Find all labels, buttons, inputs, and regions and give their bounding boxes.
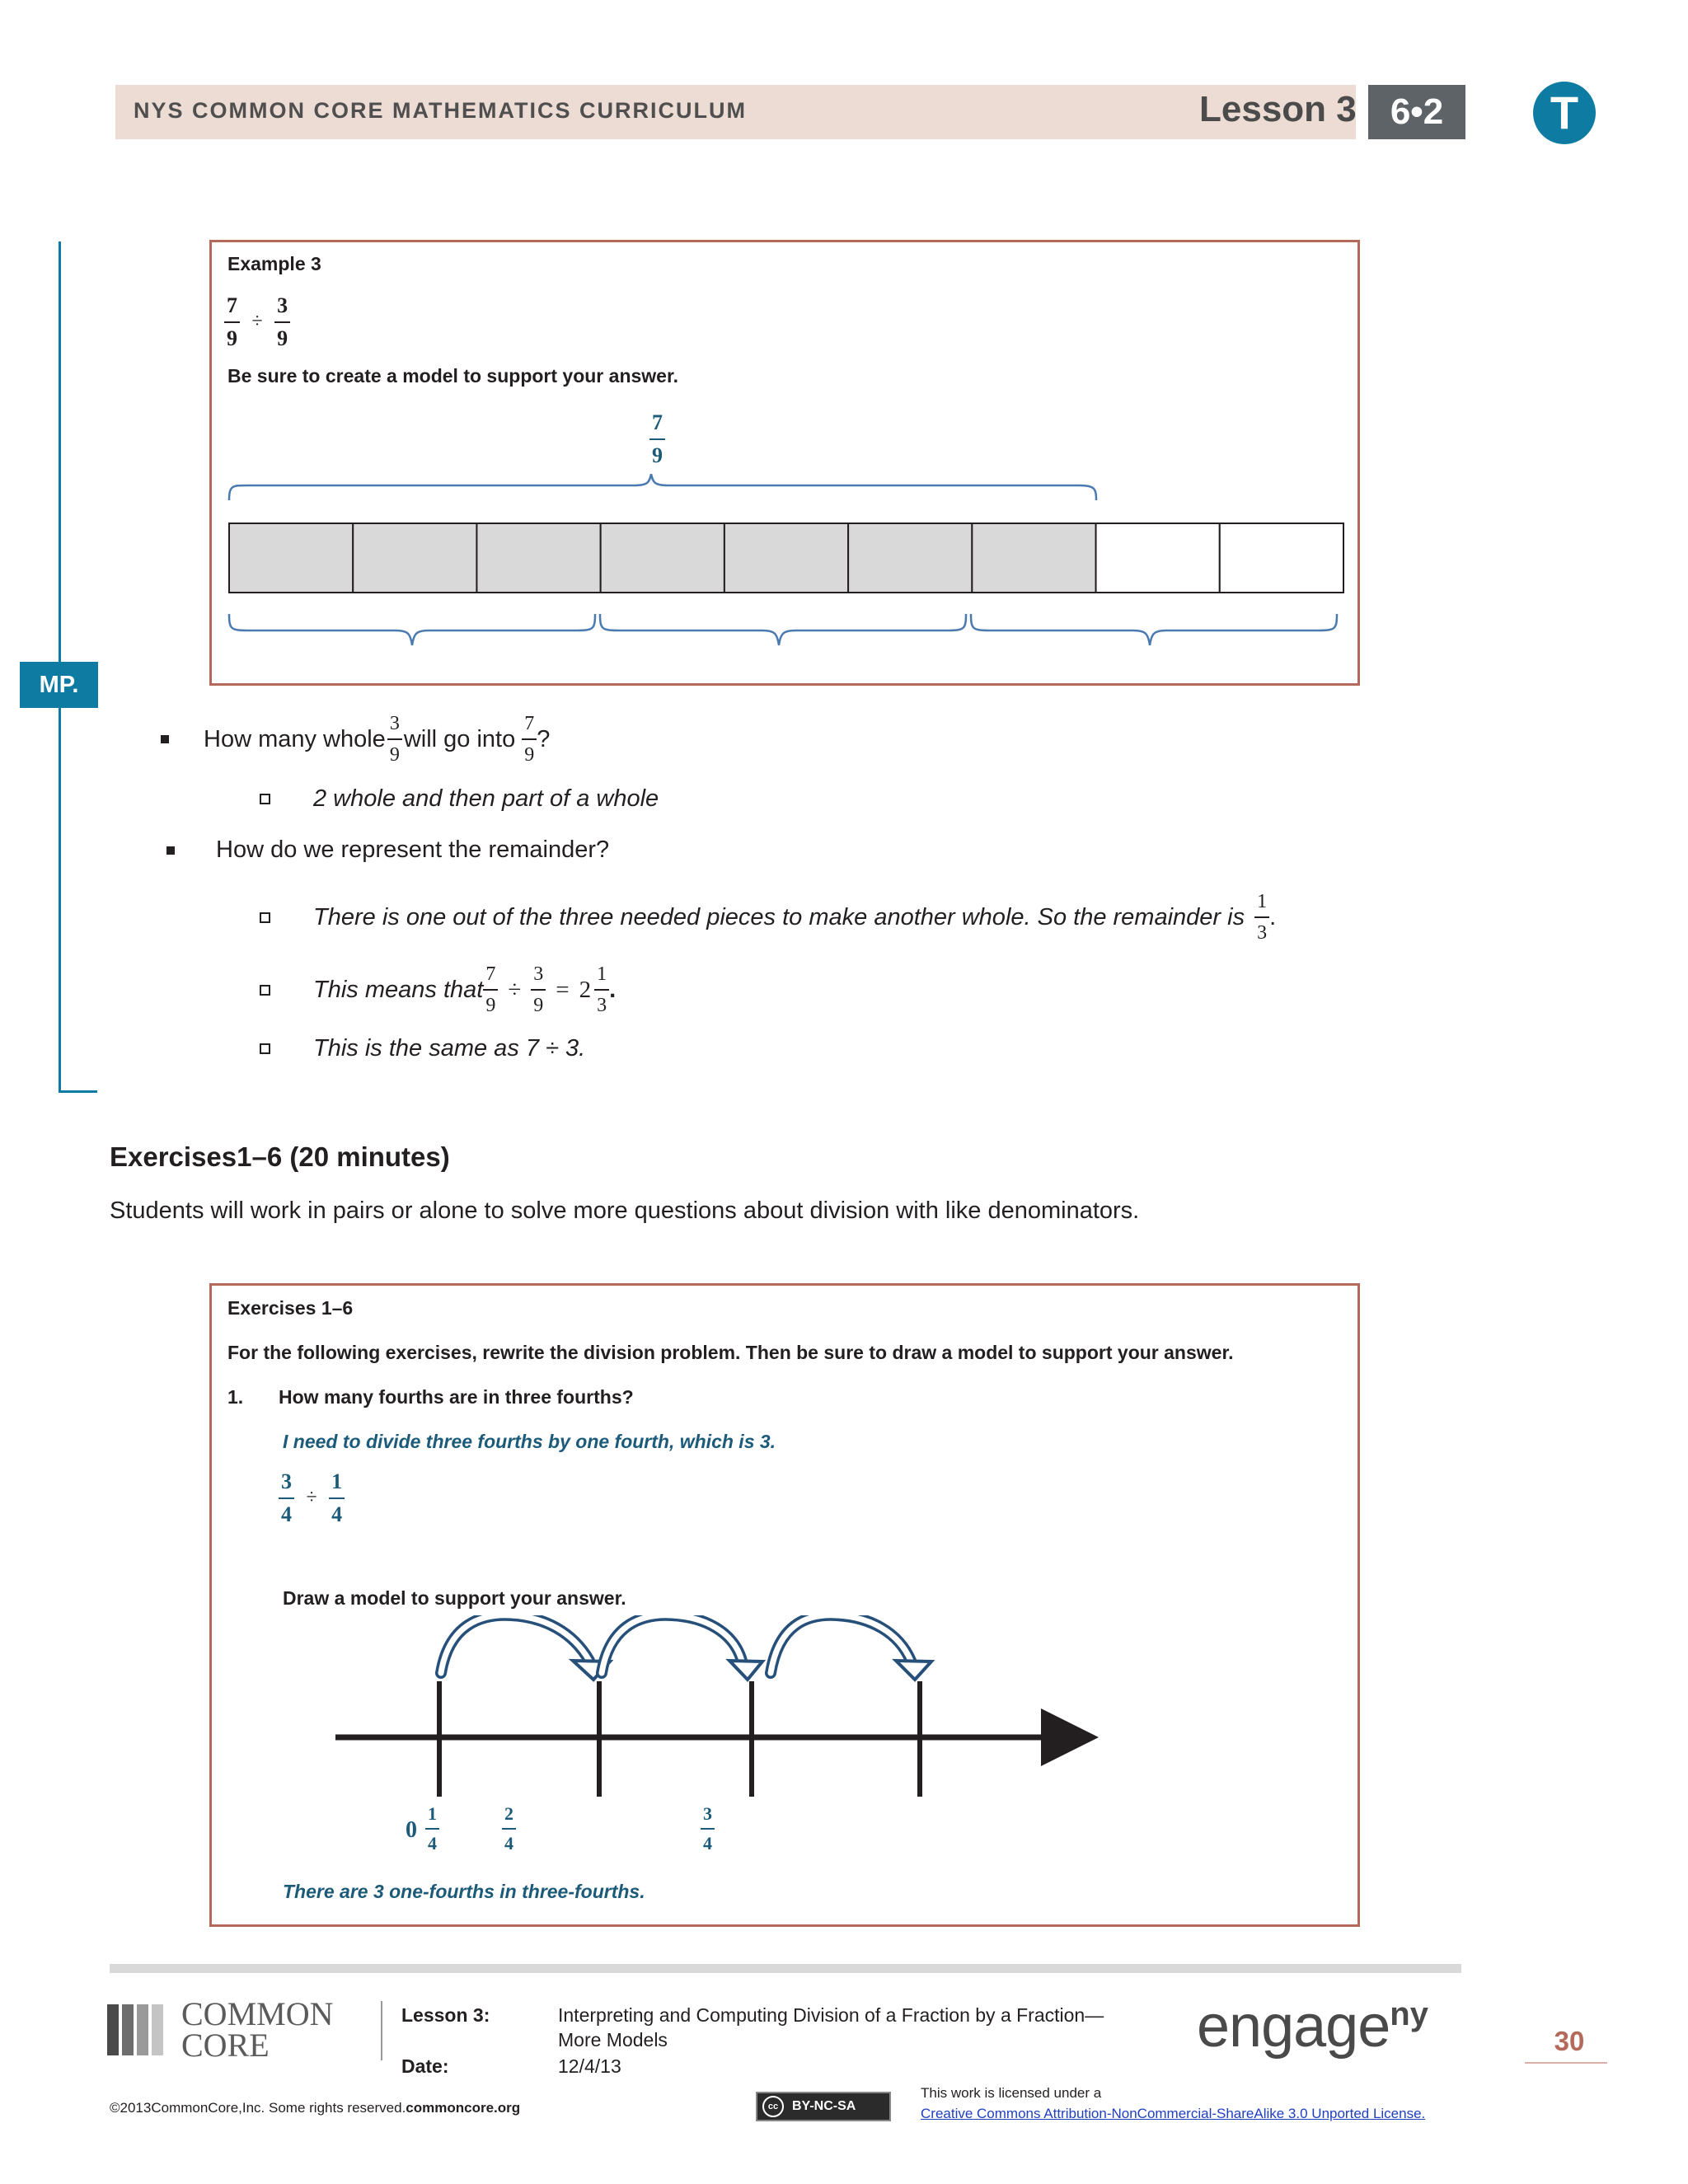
answer-1 [260, 785, 659, 813]
footer-copyright [110, 2100, 520, 2116]
bottom-brace-3 [971, 614, 1337, 645]
grade-module-badge [1368, 85, 1465, 139]
hollow-bullet-icon [260, 912, 270, 923]
bottom-brace-2 [600, 614, 966, 645]
exercise-1-number: 1. [227, 1386, 244, 1408]
fraction: $\frac{7}{9}$ [649, 412, 665, 466]
tape-cell-shaded [972, 523, 1095, 593]
q1-text-post: ? [537, 725, 551, 752]
common-core-logo-icon [107, 2004, 173, 2055]
bottom-brace-1 [229, 614, 595, 645]
square-bullet-icon [161, 735, 169, 743]
fraction: $\frac{1}{3}$ [1254, 892, 1269, 943]
cc-icon: cc [762, 2096, 784, 2117]
footer-rule [110, 1964, 1461, 1973]
exercises-intro: Students will work in pairs or alone to solve more questions about division with like denominators. [110, 1197, 1140, 1224]
q1-text-pre: How many whole [204, 725, 386, 752]
engageny-logo [1197, 1993, 1428, 2060]
fraction: $\frac{3}{9}$ [274, 295, 290, 349]
number-line-label-2 [502, 1805, 516, 1853]
tape-cell-empty [1220, 523, 1343, 593]
equals-sign: = [556, 976, 570, 1003]
tape-cell-shaded [476, 523, 600, 593]
exercise-1-answer: I need to divide three fourths by one fourth, which is 3. [283, 1431, 776, 1452]
question-1 [161, 714, 550, 765]
jump-arrow-1 [441, 1615, 589, 1673]
question-2 [166, 837, 609, 864]
tape-cell-empty [1096, 523, 1220, 593]
footer-lesson-title-2: More Models [558, 2029, 668, 2050]
cc-badge-label: BY-NC-SA [792, 2099, 856, 2113]
footer-date-label: Date: [401, 2055, 449, 2077]
answer-2-post: . [1269, 903, 1277, 930]
jump-arrow-2-head [729, 1661, 762, 1680]
number-line-label-1 [425, 1805, 439, 1853]
fraction: $\frac{7}{9}$ [224, 295, 240, 349]
exercise-1-conclusion: There are 3 one-fourths in three-fourths. [283, 1881, 645, 1902]
answer-4-text: This is the same as 7 ÷ 3. [313, 1035, 586, 1062]
mp-tag [20, 662, 98, 708]
answer-2 [260, 892, 1276, 943]
divide-sign: ÷ [251, 310, 263, 332]
fraction: $\frac{3}{4}$ [279, 1471, 294, 1526]
fraction: $\frac{1}{3}$ [594, 964, 609, 1015]
brace-label [649, 412, 665, 466]
fraction: $\frac{1}{4}$ [329, 1471, 345, 1526]
tape-cell-shaded [601, 523, 724, 593]
ny-text: ny [1390, 1996, 1428, 2032]
model-prompt: Draw a model to support your answer. [283, 1587, 626, 1609]
common-core-logo-text [181, 1995, 334, 2064]
hollow-bullet-icon [260, 1043, 270, 1054]
tape-diagram [223, 474, 1352, 672]
cc-license-badge [756, 2092, 891, 2121]
example3-instruction: Be sure to create a model to support your answer. [227, 365, 679, 387]
footer-date-value: 12/4/13 [558, 2055, 621, 2077]
fraction: $\frac{3}{9}$ [531, 964, 546, 1015]
example3-expression [224, 295, 290, 349]
answer-4 [260, 1035, 585, 1062]
number-line-label-3 [701, 1805, 715, 1853]
answer-3 [260, 964, 616, 1015]
divide-sign: ÷ [306, 1486, 317, 1508]
mp-label: MP. [39, 672, 79, 698]
curriculum-title: NYS COMMON CORE MATHEMATICS CURRICULUM [134, 98, 747, 123]
q1-text-mid: will go into [403, 725, 516, 752]
fraction: $\frac{3}{9}$ [387, 714, 402, 765]
jump-arrow-3-head [896, 1661, 931, 1680]
teacher-badge-letter: T [1550, 87, 1579, 138]
tape-cell-shaded [724, 523, 848, 593]
grade-module-label: 6•2 [1390, 91, 1444, 132]
example3-title: Example 3 [227, 253, 321, 274]
answer-2-text: There is one out of the three needed pieces to make another whole. So the remainder is [313, 903, 1245, 930]
copyright-site: commoncore.org [406, 2100, 521, 2116]
tape-cell-shaded [229, 523, 353, 593]
hollow-bullet-icon [260, 794, 270, 804]
teacher-badge-icon [1533, 82, 1596, 144]
fraction: $\frac{7}{9}$ [522, 714, 537, 765]
license-link[interactable]: Creative Commons Attribution-NonCommercial-ShareAlike 3.0 Unported License. [921, 2106, 1426, 2121]
lesson-title: Lesson 3 [1199, 89, 1357, 129]
fraction: $\frac{7}{9}$ [483, 964, 498, 1015]
answer-3-post: . [609, 976, 617, 1003]
exercises-instruction: For the following exercises, rewrite the division problem. Then be sure to draw a model to support your answer. [227, 1342, 1234, 1363]
top-brace [229, 474, 1096, 500]
square-bullet-icon [166, 846, 175, 855]
exercise-1-expression [279, 1471, 345, 1526]
exercise-1-question: How many fourths are in three fourths? [279, 1386, 634, 1408]
page-number-rule [1525, 2062, 1607, 2064]
answer-3-pre: This means that [313, 976, 484, 1003]
number-line-model [326, 1615, 1109, 1821]
answer-1-text: 2 whole and then part of a whole [313, 785, 659, 812]
fraction: $\frac{2}{4}$ [502, 1805, 516, 1853]
footer-lesson-label: Lesson 3: [401, 2004, 490, 2026]
logo-line-1: COMMON [181, 1995, 334, 2032]
tape-cell-shaded [353, 523, 476, 593]
question-2-text: How do we represent the remainder? [216, 837, 610, 863]
page-number: 30 [1554, 2026, 1585, 2056]
footer-divider [381, 2001, 382, 2060]
fraction: $\frac{3}{4}$ [701, 1805, 715, 1853]
hollow-bullet-icon [260, 985, 270, 996]
jump-arrow-3 [771, 1615, 911, 1673]
copyright-text: ©2013CommonCore,Inc. Some rights reserved. [110, 2100, 406, 2116]
fraction: $\frac{1}{4}$ [425, 1805, 439, 1853]
exercises-heading: Exercises1–6 (20 minutes) [110, 1141, 450, 1172]
whole-number: 2 [579, 976, 592, 1003]
divide-sign: ÷ [508, 976, 522, 1003]
jump-arrow-2 [602, 1615, 742, 1673]
number-line-zero: 0 [406, 1817, 417, 1843]
tape-cell-shaded [848, 523, 972, 593]
logo-line-2: CORE [181, 2027, 270, 2064]
footer-lesson-title-1: Interpreting and Computing Division of a Fraction by a Fraction— [558, 2004, 1104, 2026]
exercises-box-title: Exercises 1–6 [227, 1297, 354, 1319]
license-line-1: This work is licensed under a [921, 2085, 1102, 2101]
engage-text: engage [1197, 1994, 1390, 2060]
